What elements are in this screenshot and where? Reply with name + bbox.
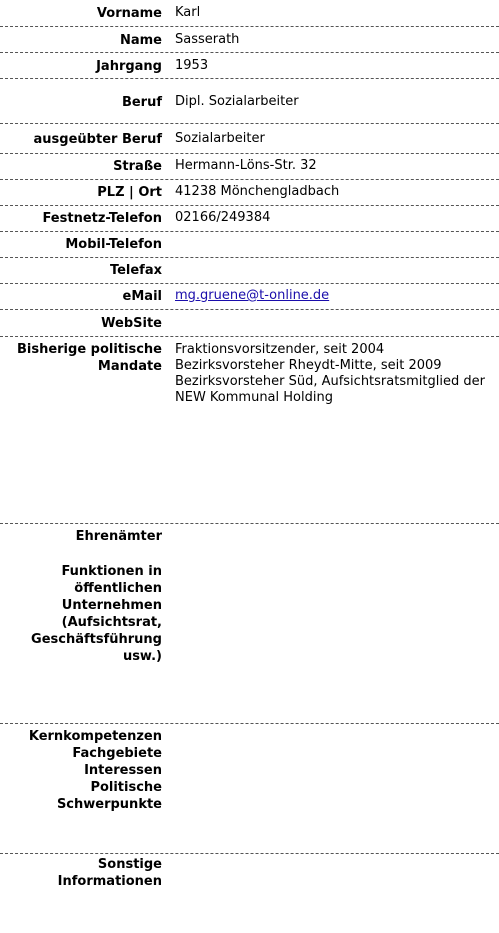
row-beruf — [0, 79, 499, 124]
row-name — [0, 27, 499, 53]
label-kernkompetenzen-line: Politische — [90, 780, 162, 795]
label-ehrenaemter: Ehrenämter — [75, 529, 162, 544]
value-plz-ort: 41238 Mönchengladbach — [175, 184, 340, 199]
label-kernkompetenzen-line: Schwerpunkte — [56, 797, 162, 812]
row-sonstige — [0, 854, 499, 933]
row-mobil-telefon — [0, 232, 499, 258]
value-festnetz-telefon: 02166/249384 — [175, 210, 271, 225]
row-email — [0, 284, 499, 310]
value-mandate — [175, 342, 497, 406]
label-ausgeuebter-beruf: ausgeübter Beruf — [33, 132, 162, 147]
label-kernkompetenzen-line: Interessen — [84, 763, 162, 778]
label-kernkompetenzen-line: Fachgebiete — [72, 746, 162, 761]
row-kernkompetenzen — [0, 724, 499, 854]
row-ausgeuebter-beruf — [0, 124, 499, 154]
row-jahrgang — [0, 53, 499, 79]
value-email — [175, 288, 497, 304]
label-plz-ort: PLZ | Ort — [97, 185, 162, 200]
row-vorname — [0, 0, 499, 27]
row-mandate — [0, 337, 499, 524]
label-festnetz-telefon: Festnetz-Telefon — [42, 211, 162, 226]
row-plz-ort — [0, 180, 499, 206]
mandate-line: Fraktionsvorsitzender, seit 2004 — [175, 342, 385, 357]
label-beruf: Beruf — [121, 95, 162, 110]
label-funktionen-line: Unternehmen — [61, 598, 162, 613]
label-funktionen-line: usw.) — [122, 649, 162, 664]
label-mobil-telefon: Mobil-Telefon — [65, 237, 162, 252]
mandate-line: NEW Kommunal Holding — [175, 390, 333, 405]
value-vorname: Karl — [175, 5, 201, 20]
value-beruf: Dipl. Sozialarbeiter — [175, 94, 299, 109]
label-kernkompetenzen-line: Kernkompetenzen — [28, 729, 162, 744]
label-funktionen-line: öffentlichen — [74, 581, 162, 596]
row-festnetz-telefon — [0, 206, 499, 232]
row-website — [0, 310, 499, 337]
mandate-line: Bezirksvorsteher Rheydt-Mitte, seit 2009 — [175, 358, 442, 373]
value-ausgeuebter-beruf: Sozialarbeiter — [175, 131, 265, 146]
value-jahrgang: 1953 — [175, 58, 209, 73]
label-sonstige-line: Sonstige — [97, 857, 162, 872]
label-funktionen-line: Funktionen in — [61, 564, 162, 579]
email-link[interactable]: mg.gruene@t-online.de — [175, 288, 330, 303]
label-jahrgang: Jahrgang — [96, 59, 162, 74]
value-name: Sasserath — [175, 32, 240, 47]
label-website: WebSite — [101, 316, 162, 331]
label-funktionen-line: Geschäftsführung — [31, 632, 162, 647]
label-mandate-line: Bisherige politische — [16, 342, 162, 357]
label-mandate — [0, 341, 162, 375]
row-strasse — [0, 154, 499, 180]
label-kernkompetenzen — [0, 728, 162, 813]
label-email: eMail — [122, 289, 162, 304]
row-telefax — [0, 258, 499, 284]
label-funktionen-line: (Aufsichtsrat, — [61, 615, 162, 630]
label-sonstige-line: Informationen — [57, 874, 162, 889]
row-ehrenaemter — [0, 524, 499, 724]
label-vorname: Vorname — [96, 6, 162, 21]
label-strasse: Straße — [113, 159, 162, 174]
label-funktionen — [0, 563, 162, 665]
label-sonstige — [0, 856, 162, 890]
label-telefax: Telefax — [109, 263, 162, 278]
mandate-line: Bezirksvorsteher Süd, Aufsichtsratsmitglied der — [175, 374, 485, 389]
label-mandate-line: Mandate — [97, 359, 162, 374]
label-name: Name — [119, 33, 162, 48]
value-strasse: Hermann-Löns-Str. 32 — [175, 158, 317, 173]
